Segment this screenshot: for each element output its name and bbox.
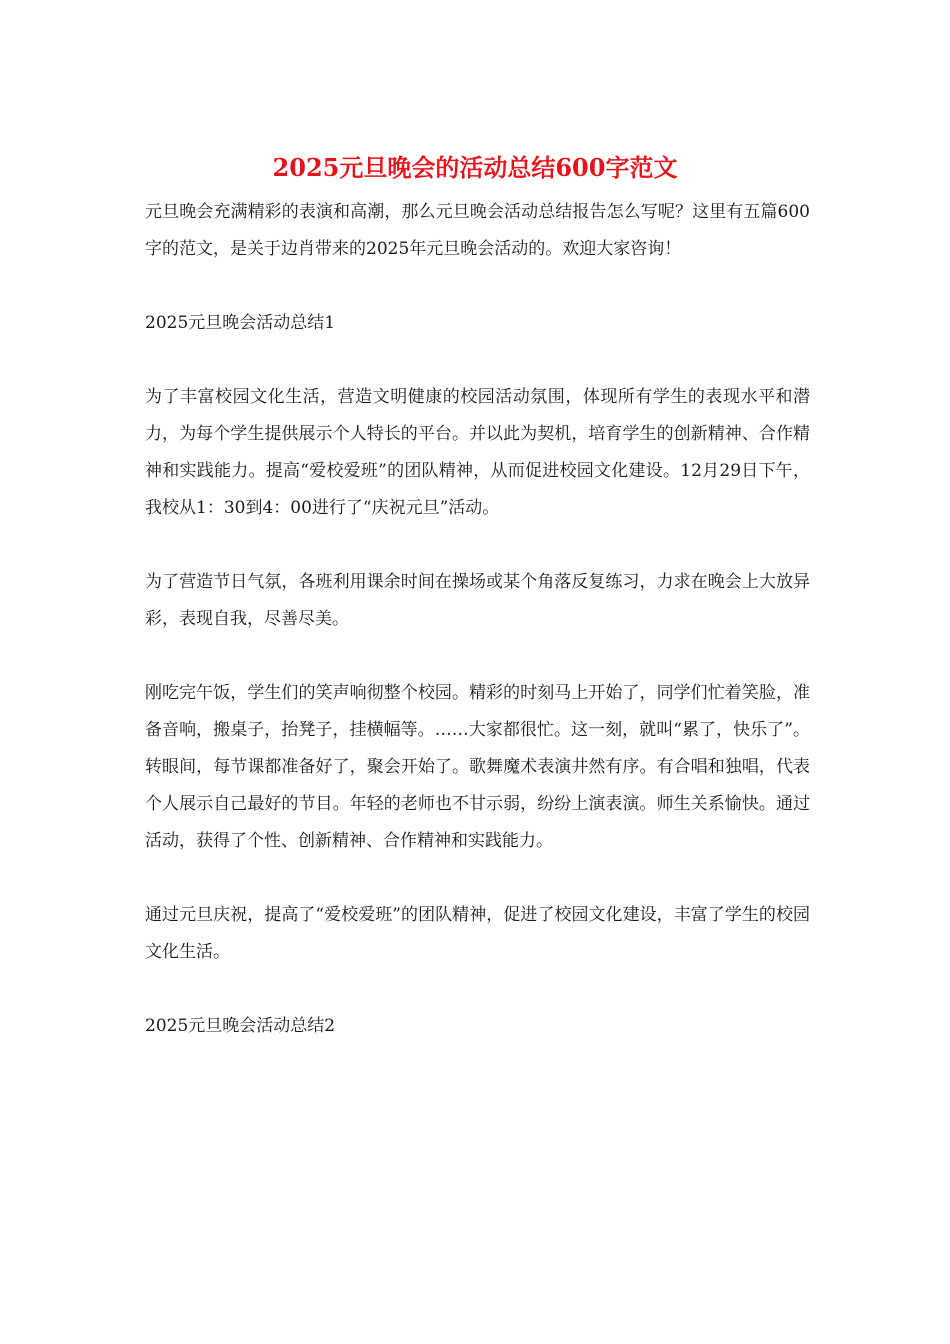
body-paragraph: 通过元旦庆祝，提高了“爱校爱班”的团队精神，促进了校园文化建设，丰富了学生的校园文化生活。 bbox=[145, 905, 810, 962]
section-heading-1: 2025元旦晚会活动总结1 bbox=[145, 313, 336, 333]
body-paragraph: 为了丰富校园文化生活，营造文明健康的校园活动氛围，体现所有学生的表现水平和潜力，为每个学生提供展示个人特长的平台。并以此为契机，培育学生的创新精神、合作精神和实践能力。提高“爱校爱班”的团队精神，从而促进校园文化建设。12月29日下午，我校从1：30到4：00进行了“庆祝元旦”活动。 bbox=[145, 387, 810, 518]
body-paragraph: 刚吃完午饭，学生们的笑声响彻整个校园。精彩的时刻马上开始了，同学们忙着笑脸，准备音响，搬桌子，抬凳子，挂横幅等。……大家都很忙。这一刻，就叫“累了，快乐了”。转眼间，每节课都准备好了，聚会开始了。歌舞魔术表演井然有序。有合唱和独唱，代表个人展示自己最好的节目。年轻的老师也不甘示弱，纷纷上演表演。师生关系愉快。通过活动，获得了个性、创新精神、合作精神和实践能力。 bbox=[145, 683, 810, 851]
intro-paragraph: 元旦晚会充满精彩的表演和高潮，那么元旦晚会活动总结报告怎么写呢？这里有五篇600字的范文，是关于边肖带来的2025年元旦晚会活动的。欢迎大家咨询！ bbox=[145, 202, 810, 259]
document-body bbox=[145, 194, 810, 1082]
document-title: 2025元旦晚会的活动总结600字范文 bbox=[272, 153, 678, 182]
section-heading-2: 2025元旦晚会活动总结2 bbox=[145, 1016, 336, 1036]
body-paragraph: 为了营造节日气氛，各班利用课余时间在操场或某个角落反复练习，力求在晚会上大放异彩，表现自我，尽善尽美。 bbox=[145, 572, 810, 629]
